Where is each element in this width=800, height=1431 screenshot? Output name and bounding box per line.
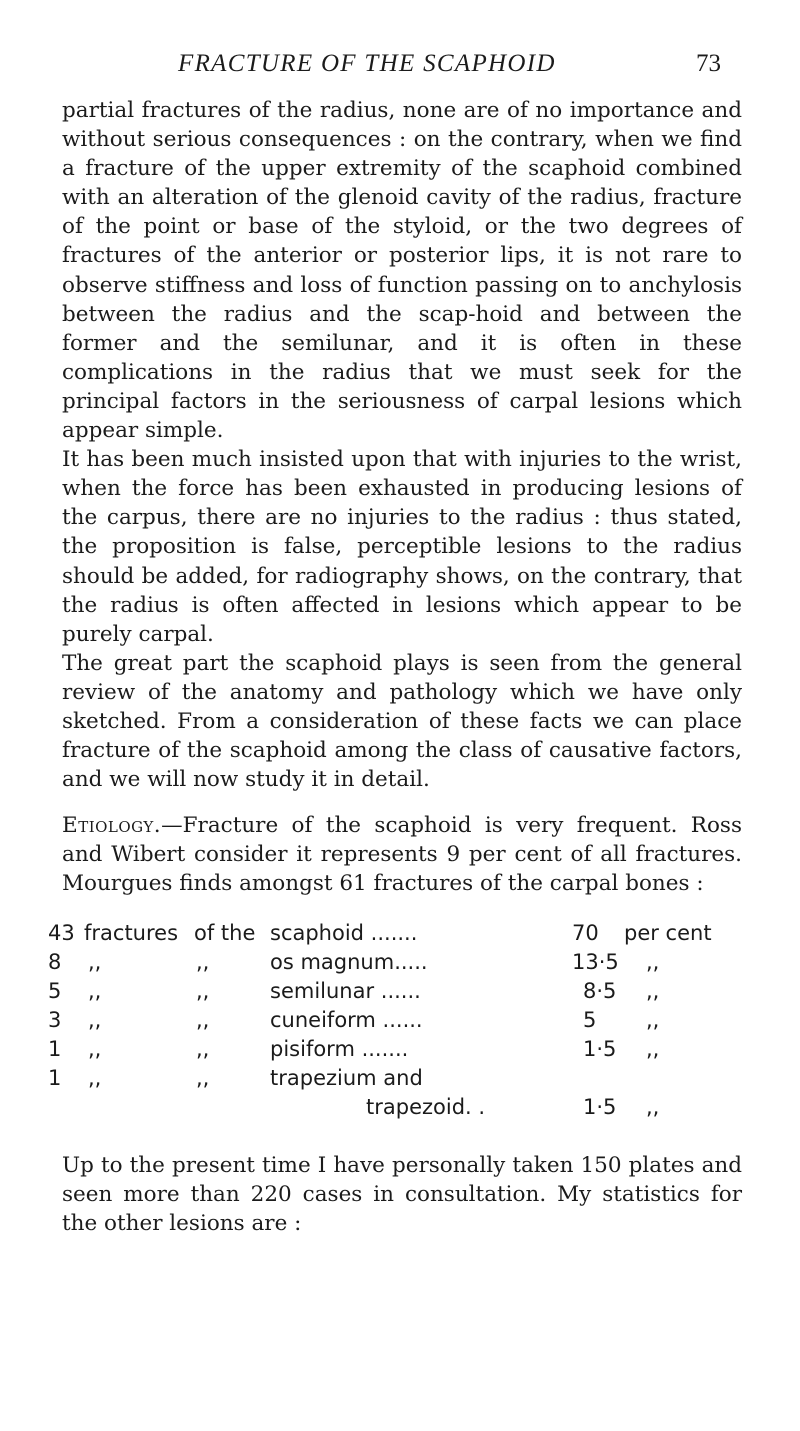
stat-value: 5 xyxy=(583,1007,597,1032)
stat-count: 8 xyxy=(48,949,62,974)
stat-bone: trapezoid. . xyxy=(366,1094,486,1119)
stat-ditto: ,, xyxy=(196,1036,210,1061)
stat-unit: per cent xyxy=(624,920,712,945)
stat-value: 70 xyxy=(572,920,599,945)
paragraph-personal-statistics: Up to the present time I have personally taken 150 plates and seen more than 220 cases in consultation. My statistics for the other lesions are : xyxy=(62,1152,742,1236)
stat-of-the: of the xyxy=(194,920,256,945)
stat-unit: ,, xyxy=(646,949,660,974)
stat-ditto: ,, xyxy=(88,978,102,1003)
stat-row xyxy=(48,977,728,1007)
stat-ditto: ,, xyxy=(88,1036,102,1061)
stat-unit: ,, xyxy=(646,1036,660,1061)
stat-count: 5 xyxy=(48,978,62,1003)
stat-row xyxy=(48,919,728,949)
stat-ditto: ,, xyxy=(88,1065,102,1090)
stat-row xyxy=(48,948,728,978)
stat-bone: trapezium and xyxy=(270,1065,423,1090)
stat-value: 1·5 xyxy=(583,1094,617,1119)
stat-value: 8·5 xyxy=(583,978,617,1003)
stat-row xyxy=(48,1093,728,1123)
page-number: 73 xyxy=(696,50,721,77)
etiology-text: —Fracture of the scaphoid is very frequent. Ross and Wibert consider it represents 9 per cent of all fractures. Mourgues finds amongst 61 fractures of the carpal bones : xyxy=(62,813,742,897)
fracture-statistics-table xyxy=(48,919,728,1121)
stat-row xyxy=(48,1035,728,1065)
paragraph-scaphoid-role: The great part the scaphoid plays is seen from the general review of the anatomy and pathology which we have only sketched. From a consideration of these facts we can place fracture of the scaphoid among the class of causative factors, and we will now study it in detail. xyxy=(62,650,742,793)
stat-bone: cuneiform ...... xyxy=(270,1007,423,1032)
stat-unit: ,, xyxy=(646,1007,660,1032)
stat-ditto: ,, xyxy=(196,1007,210,1032)
section-gap xyxy=(62,794,742,811)
stat-row xyxy=(48,1006,728,1036)
stat-ditto: ,, xyxy=(196,949,210,974)
stat-bone: os magnum..... xyxy=(270,949,428,974)
stat-unit: ,, xyxy=(646,1094,660,1119)
stat-count: 3 xyxy=(48,1007,62,1032)
paragraph-wrist-injuries: It has been much insisted upon that with injuries to the wrist, when the force has been exhausted in producing lesions of the carpus, there are no injuries to the radius : thus stated, the proposition is false, perceptible lesions to the radius should be added, for radiography shows, on the contrary, that the radius is often affected in lesions which appear to be purely carpal. xyxy=(62,447,742,647)
stat-count: 1 xyxy=(48,1065,62,1090)
stat-count: 43 xyxy=(48,920,75,945)
stat-ditto: ,, xyxy=(88,949,102,974)
page-header xyxy=(0,50,800,86)
stat-value: 1·5 xyxy=(583,1036,617,1061)
stat-ditto: ,, xyxy=(88,1007,102,1032)
stat-ditto: ,, xyxy=(196,1065,210,1090)
stat-count: 1 xyxy=(48,1036,62,1061)
stat-row xyxy=(48,1064,728,1094)
etiology-heading: Etiology. xyxy=(62,813,162,839)
paragraph-radius-fractures: partial fractures of the radius, none are of no importance and without serious consequences : on the contrary, when we find a fracture of the upper extremity of the scaphoid combined with an alteration of the glenoid cavity of the radius, fracture of the point or base of the styloid, or the two degrees of fractures of the anterior or posterior lips, it is not rare to observe stiffness and loss of function passing on to anchylosis between the radius and the scap-hoid and between the former and the semilunar, and it is often in these complications in the radius that we must seek for the principal factors in the seriousness of carpal lesions which appear simple. xyxy=(62,98,742,444)
stat-value: 13·5 xyxy=(572,949,619,974)
running-head: FRACTURE OF THE SCAPHOID xyxy=(178,50,556,77)
page-body xyxy=(48,96,742,1238)
paragraph-etiology xyxy=(62,811,742,898)
stat-bone: pisiform ....... xyxy=(270,1036,409,1061)
stat-ditto: ,, xyxy=(196,978,210,1003)
stat-unit: ,, xyxy=(646,978,660,1003)
stat-bone: semilunar ...... xyxy=(270,978,421,1003)
stat-fractures-word: fractures xyxy=(84,920,179,945)
stat-bone: scaphoid ....... xyxy=(270,920,418,945)
